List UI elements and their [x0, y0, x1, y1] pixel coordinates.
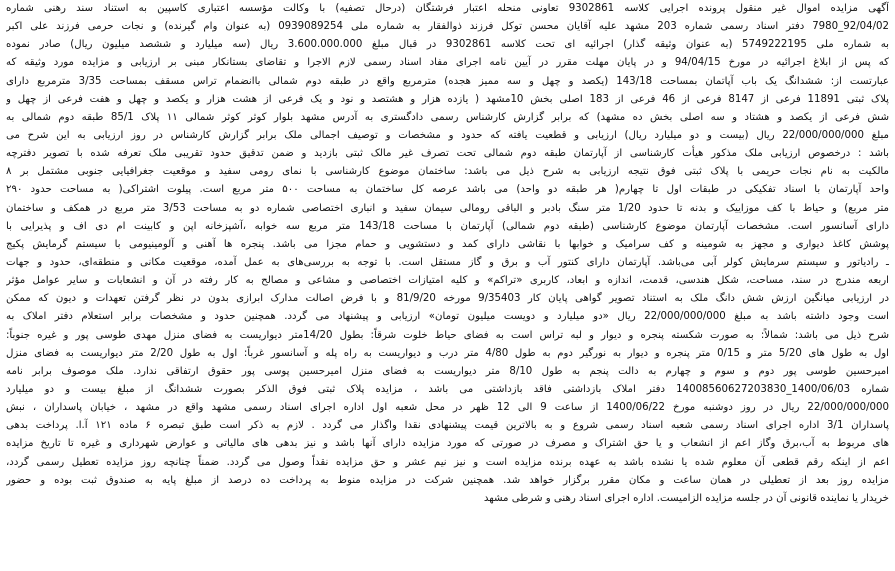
notice-line: امیرحسین طوسی پور دوم و سوم و چهارم به دالت پنجم به طول 8/10 متر دیواریست به فضای منزل امیرحسین پوسی پور حقوق ارتفاقی ندارد. ملک موصوف برابر نامه [6, 365, 889, 377]
notice-line: دارای آسانسور است. مشخصات آپارتمان موضوع کارشناسی (طبقه دوم شمالی) آپارتمان با مساحت 143/18 متر مربع سه خوابه ،آشپزخانه اپن و کابینت ام دی اف و پذیرایی با [6, 220, 889, 232]
notice-line: خریدار یا نماینده قانونی آن در جلسه مزایده الزامیست. اداره اجرای اسناد رهنی و شرطی مشهد [483, 492, 889, 504]
notice-line: پوشش کاغذ دیواری و مجهز به شومینه و کف سرامیک و خوابها با نقاشی دارای کمد و دستشویی و حمام مجزا می باشد. پنجره ها آهنی و آلومینیومی با سیستم گرمایش پکیج [6, 238, 889, 250]
notice-line: متر مربع) و حیاط با کف موزاییک و بدنه تا حدود 1/20 متر سنگ بادبر و الباقی رومالی سیمان سفید و انباری اختصاصی شماره دو به مساحت 3/53 متر مربع در همکف و ساختمان [6, 202, 889, 214]
notice-line: در ارزیابی میانگین ارزش شش دانگ ملک به استناد تصویر گواهی پایان کار 9/35403 مورخه 81/9/20 و با فرض اصالت مدارک ابرازی بدون در نظر گرفتن تعهدات و دیون که ممکن [6, 293, 889, 305]
notice-line: عبارتست از: ششدانگ یک باب آپاتمان بمساحت 143/18 (یکصد و چهل و سه ممیز هجده) مترمربع واقع در طبقه دوم شمالی باانضمام تراس مسقف بمساحت 3/35 مترمربع دارای [6, 75, 889, 87]
notice-line: شرح ذیل می باشد: شمالاً: به صورت شکسته پنجره و دیوار و لبه تراس است به فضای حیاط خلوت شرقاً: بطول 14/20متر دیواریست به فضای منزل مهدی طوسی پور و غیره جنوباً: [6, 329, 889, 341]
notice-line: مزایده روز بعد از تعطیلی در همان ساعت و مکان مقرر برگزار خواهد شد. همچنین شرکت در مزایده منوط به پرداخت ده درصد از مبلغ پایه به صندوق ثبت بوده و حضور [6, 474, 889, 486]
notice-line: اربعه مندرج در سند، مساحت، شکل هندسی، قدمت، اندازه و ابعاد، کاربری «تراکم» و کلیه امتیازات اختصاصی و مشاعی و مصالح به کار رفته در آن و انشعابات و سایر عوامل مؤثر [6, 275, 889, 287]
notice-line: اول به طول های 5/20 متر و 0/15 متر پنجره و دیوار به نورگیر دوم به طول 4/80 متر درب و دیواریست به راه پله و آسانسور غرباً: اول به طول 2/20 متر دیواریست به فضای منزل [6, 347, 889, 359]
notice-line: مالکیت به نام نجات حریمی با پلاک ثبتی فوق نتیجه ارزیابی به شرح ذیل می باشد: ساختمان موضوع کارشناسی با نمای رومی سفید و موقعیت جغرافیایی جنوبی مشتمل بر ۸ [6, 166, 889, 178]
notice-line: 92/04/02_7980 دفتر اسناد رسمی شماره 203 مشهد علیه آقایان محسن توکل فرزند ذوالفقار به شماره ملی 0939089254 (به عنوان وام گیرنده) و نجات حرمی فرزند علی اکبر [6, 21, 889, 33]
notice-line: پاسداران 3/1 اداره اجرای اسناد رسمی شعبه اسناد رسمی شروع و به بالاترین قیمت پیشنهادی نقدا واگذار می گردد . لازم به ذکر است طبق تبصره ۶ ماده ۱۲۱ آ.ا. پرداخت بدهی [6, 420, 889, 432]
notice-line: پلاک ثبتی 11891 فرعی از 8147 فرعی از 46 فرعی از 183 اصلی بخش 10مشهد ( یازده هزار و هشتصد و نود و یک فرعی از هشت هزار و یکصد و چهل و هفت فرعی از چهل و [6, 93, 889, 105]
notice-line: های مربوط به آب،برق وگاز اعم از انشعاب و یا حق اشتراک و مصرف در صورتی که مورد مزایده دارای آنها باشد و نیز بدهی های مالیاتی و عوارض شهرداری و غیره تا تاریخ مزایده [6, 438, 889, 450]
notice-line: اعم از اینکه رقم قطعی آن معلوم شده یا نشده باشد به عهده برنده مزایده است و نیز نیم عشر و حق مزایده نقداً وصول می گردد. ضمناً چنانچه روز مزایده تعطیل رسمی گردد، [6, 456, 889, 468]
notice-line: 22/000/000/000 ریال در روز دوشنبه مورخ 1400/06/22 از ساعت 9 الی 12 ظهر در محل شعبه اول اداره اجرای اسناد رسمی مشهد واقع در مشهد ، خیابان پاسداران ، نبش [6, 402, 889, 414]
notice-line: که پس از ابلاغ اجرائیه در مورخ 94/04/15 و در پایان مهلت مقرر در آیین نامه اجرای مفاد اسناد رسمی لازم الاجرا و تقاضای بستانکار مبنی بر ارزیابی و مزایده مورد وثیقه که [6, 57, 889, 69]
notice-line: شماره 1400/06/03_14008560627203830 دفتر املاک بازداشتی فاقد بازداشتی می باشد ، مزایده پلاک ثبتی فوق الذکر بصورت ششدانگ از مبلغ بیست و دو میلیارد [6, 383, 889, 395]
notice-line: آگهی مزایده اموال غیر منقول پرونده اجرایی کلاسه 9302861 تعاونی منحله اعتبار فرشتگان (درحال تصفیه) با وکالت مؤسسه اعتباری کاسپین به استناد سند رهنی شماره [6, 3, 889, 14]
notice-line: است وجود داشته باشد به مبلغ 22/000/000/000 ریال «دو میلیارد و دویست میلیون تومان» ارزیابی و پیشنهاد می گردد. همچنین حدود و مشخصات برابر استعلام دفتر املاک به [6, 311, 889, 323]
auction-notice [6, 0, 889, 571]
notice-line: باشد : درخصوص ارزیابی ملک مذکور هیأت کارشناسی از آپارتمان طبقه دوم شمالی تحت تصرف غیر مالک ثبتی بازدید و ضمن تدقیق حدود تقریبی ملک تعرفه شده با تصویر دفترچه [6, 148, 889, 160]
notice-line: واحد آپارتمان با اسناد تفکیکی در طبقات اول تا چهارم( هر طبقه دو واحد) می باشد عرصه کل ساختمان به مساحت ۵۰۰ متر مربع است. پیلوت اشتراکی( به مساحت حدود ۲۹۰ [6, 184, 889, 196]
notice-line: شش فرعی از یکصد و هشتاد و سه اصلی بخش ده مشهد) که برابر گزارش کارشناس رسمی دادگستری به آدرس مشهد بلوار کوثر کوثر شمالی ۱۱ پلاک 85/1 طبقه دوم شمالی به [6, 111, 889, 123]
notice-line: ـ رادیاتور و سیستم سرمایش کولر آبی می‌باشد. آپارتمان دارای کنتور آب و برق و گاز مستقل است. با توجه به بررسی‌های به عمل آمده، موقعیت مکانی و منطقه‌ای، حدود و جهات [6, 256, 889, 268]
notice-line: به شماره ملی 5749222195 (به عنوان وثیقه گذار) اجرائیه ای تحت کلاسه 9302861 در قبال مبلغ 3.600.000.000 ریال (سه میلیارد و ششصد میلیون ریال) صادر نموده [6, 39, 889, 51]
notice-line: مبلغ 22/000/000/000 ریال (بیست و دو میلیارد ریال) ارزیابی و قطعیت یافته که حدود و مشخصات و توصیف اجمالی ملک برابر گزارش کارشناس در روز ارزیابی به این شرح می [6, 129, 889, 141]
